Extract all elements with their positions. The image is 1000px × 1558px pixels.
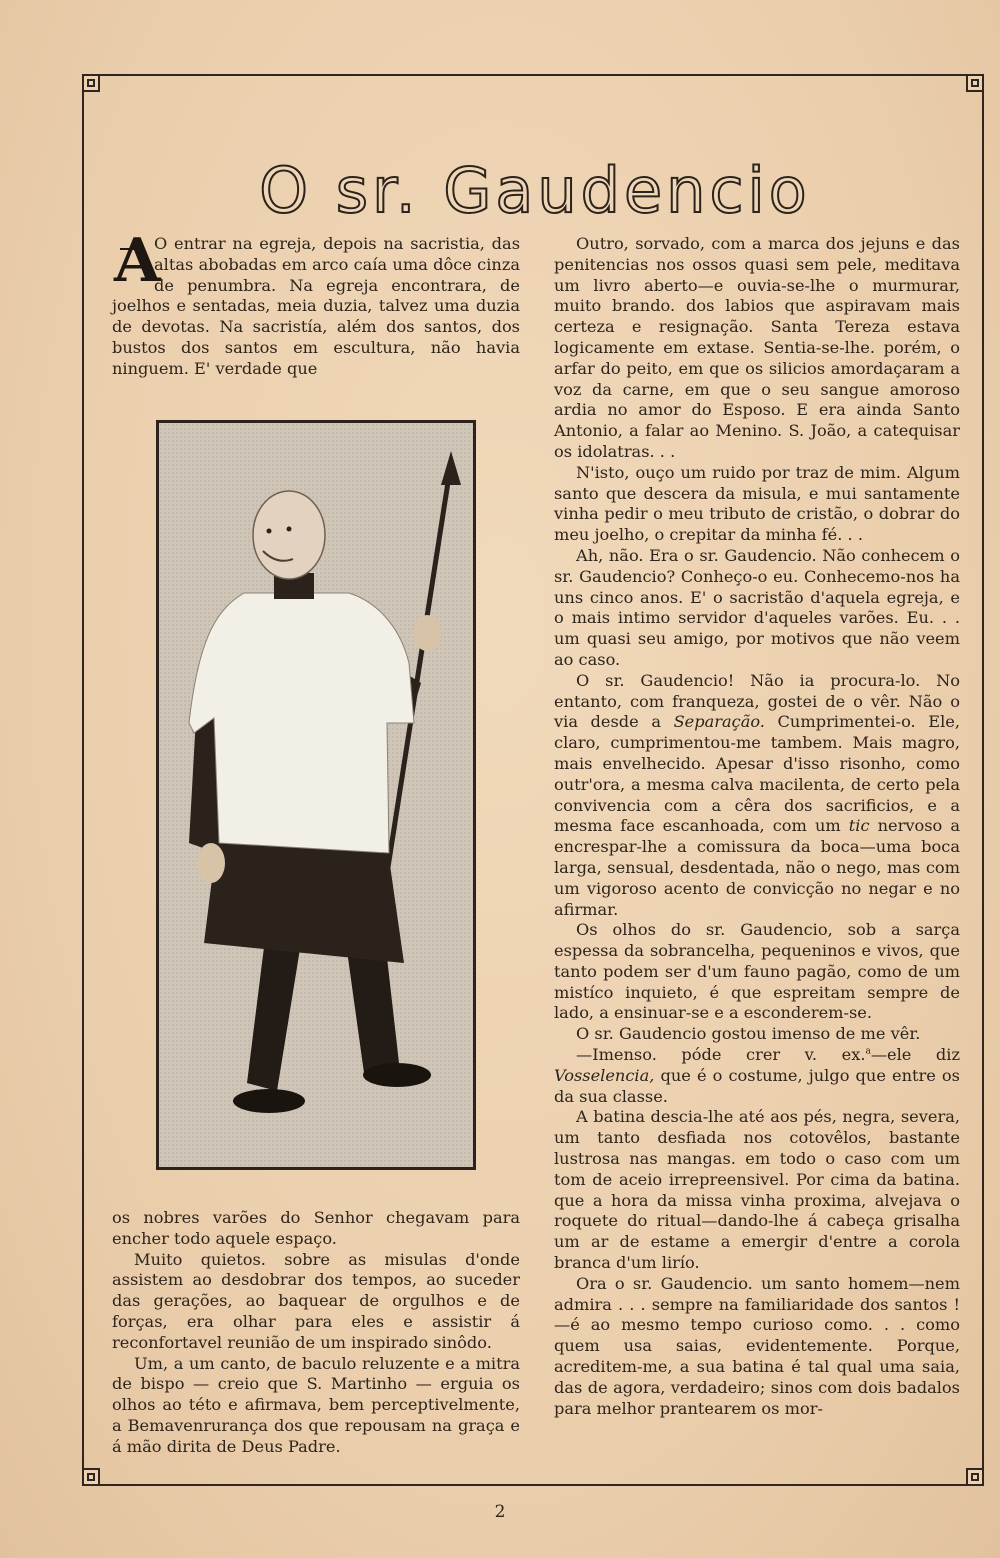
page-number: 2 xyxy=(494,1502,506,1522)
italic-text: tic xyxy=(848,816,870,836)
paragraph: Um, a um canto, de baculo reluzente e a mitra de bispo — creio que S. Martinho — erguia os olhos ao této e afirmava, bem perceptivelmente, a Bemavenrurança dos que repousam na graça e á mão dirita de Deus Padre. xyxy=(112,1353,520,1456)
left-column-bottom xyxy=(112,1208,520,1458)
corner-ornament-top-right xyxy=(966,74,984,92)
corner-ornament-bottom-left xyxy=(82,1468,100,1486)
corner-ornament-bottom-right xyxy=(966,1468,984,1486)
drop-cap: A xyxy=(114,226,161,296)
text-run: O sr. Gaudencio! Não ia procura-lo. No entanto, com franqueza, gostei de o vêr. Não o via desde a xyxy=(554,670,960,732)
paragraph xyxy=(554,671,960,921)
paragraph: Os olhos do sr. Gaudencio, sob a sarça espessa da sobrancelha, pequeninos e vivos, que tanto podem ser d'um fauno pagão, como de um mistíco inquieto, é que espreitam sempre de lado, a ensinuar-se e a esconderem-se. xyxy=(554,920,960,1023)
sacristan-illustration xyxy=(156,420,476,1170)
left-column-top xyxy=(112,226,520,380)
right-column xyxy=(554,234,960,1419)
paragraph: os nobres varões do Senhor chegavam para encher todo aquele espaço. xyxy=(112,1208,520,1248)
paragraph: O sr. Gaudencio gostou imenso de me vêr. xyxy=(576,1024,921,1044)
text-run: —ele diz xyxy=(870,1045,960,1065)
paragraph: Outro, sorvado, com a marca dos jejuns e das penitencias nos ossos quasi sem pele, meditava um livro aberto—e ouvia-se-lhe o murmurar, muito brando. dos labios que aspiravam mais certeza e resignação. Santa Tereza estava logicamente em extase. Sentia-se-lhe. porém, o arfar do peito, em que os silicios amordaçaram a voz da carne, em que o seu sangue amoroso ardia no amor do Esposo. E era ainda Santo Antonio, a falar ao Menino. S. João, a catequisar os idolatras. . . xyxy=(554,234,960,461)
paragraph: Muito quietos. sobre as misulas d'onde assistem ao desdobrar dos tempos, ao suceder das gerações, ao baquear de orgulhos e de forças, era olhar para eles e assistir á reconfortavel reunião de um inspirado sinôdo. xyxy=(112,1249,520,1352)
paragraph: A batina descia-lhe até aos pés, negra, severa, um tanto desfiada nos cotovêlos, bastante lustrosa nas mangas. em todo o caso com um tom de aceio irrepreensivel. Por cima da batina. que a hora da missa vinha proxima, alvejava o roquete do ritual—dando-lhe á cabeça grisalha um ar de estame a emergir d'entre a corola branca d'um lirío. xyxy=(554,1107,960,1273)
corner-ornament-top-left xyxy=(82,74,100,92)
text-run: Cumprimentei-o. Ele, claro, cumprimentou-me tambem. Mais magro, mais envelhecido. Apesar d'isso risonho, como outr'ora, a mesma calva macilenta, de certo pela convivencia com a cêra dos sacrificios, e a mesma face escanhoada, com um xyxy=(554,712,960,836)
text-run: nervoso a encrespar-lhe a comissura da boca—uma boca larga, sensual, desdentada, não o nego, mas com um vigoroso acento de convicção no negar e no afirmar. xyxy=(554,816,960,919)
opening-text: O entrar na egreja, depois na sacristia, das altas abobadas em arco caía uma dôce cinza de penumbra. Na egreja encontrara, de joelhos e sentadas, meia duzia, talvez uma duzia de devotas. Na sacristía, além dos santos, dos bustos dos santos em escultura, não havia ninguem. E' verdade que xyxy=(112,234,520,378)
text-run: que é o costume, julgo que entre os da sua classe. xyxy=(554,1065,960,1106)
paragraph: N'isto, ouço um ruido por traz de mim. Algum santo que descera da misula, e mui santamente vinha pedir o meu tributo de cristão, o dobrar do meu joelho, o crepitar da minha fé. . . xyxy=(554,462,960,545)
paragraph-opening xyxy=(112,226,520,380)
paragraph xyxy=(554,1045,960,1107)
italic-text: Separação. xyxy=(673,712,765,732)
text-run: —Imenso. póde crer v. ex. xyxy=(576,1045,866,1065)
article-title: O sr. Gaudencio xyxy=(259,153,811,227)
paragraph: Ah, não. Era o sr. Gaudencio. Não conhecem o sr. Gaudencio? Conheço-o eu. Conhecemo-nos ha uns cinco anos. E' o sacristão d'aquela egreja, e o mais intimo servidor d'aqueles varões. Eu. . . um quasi seu amigo, por motivos que não veem ao caso. xyxy=(554,545,960,669)
superscript: a xyxy=(865,1046,871,1057)
italic-text: Vosselencia, xyxy=(554,1065,655,1085)
paragraph: Ora o sr. Gaudencio. um santo homem—nem admira . . . sempre na familiaridade dos santos !—é ao mesmo tempo curioso como. . . como quem usa saias, evidentemente. Porque, acreditem-me, a sua batina é tal qual uma saia, das de agora, verdadeiro; sinos com dois badalos para melhor prantearem os mor- xyxy=(554,1273,960,1418)
